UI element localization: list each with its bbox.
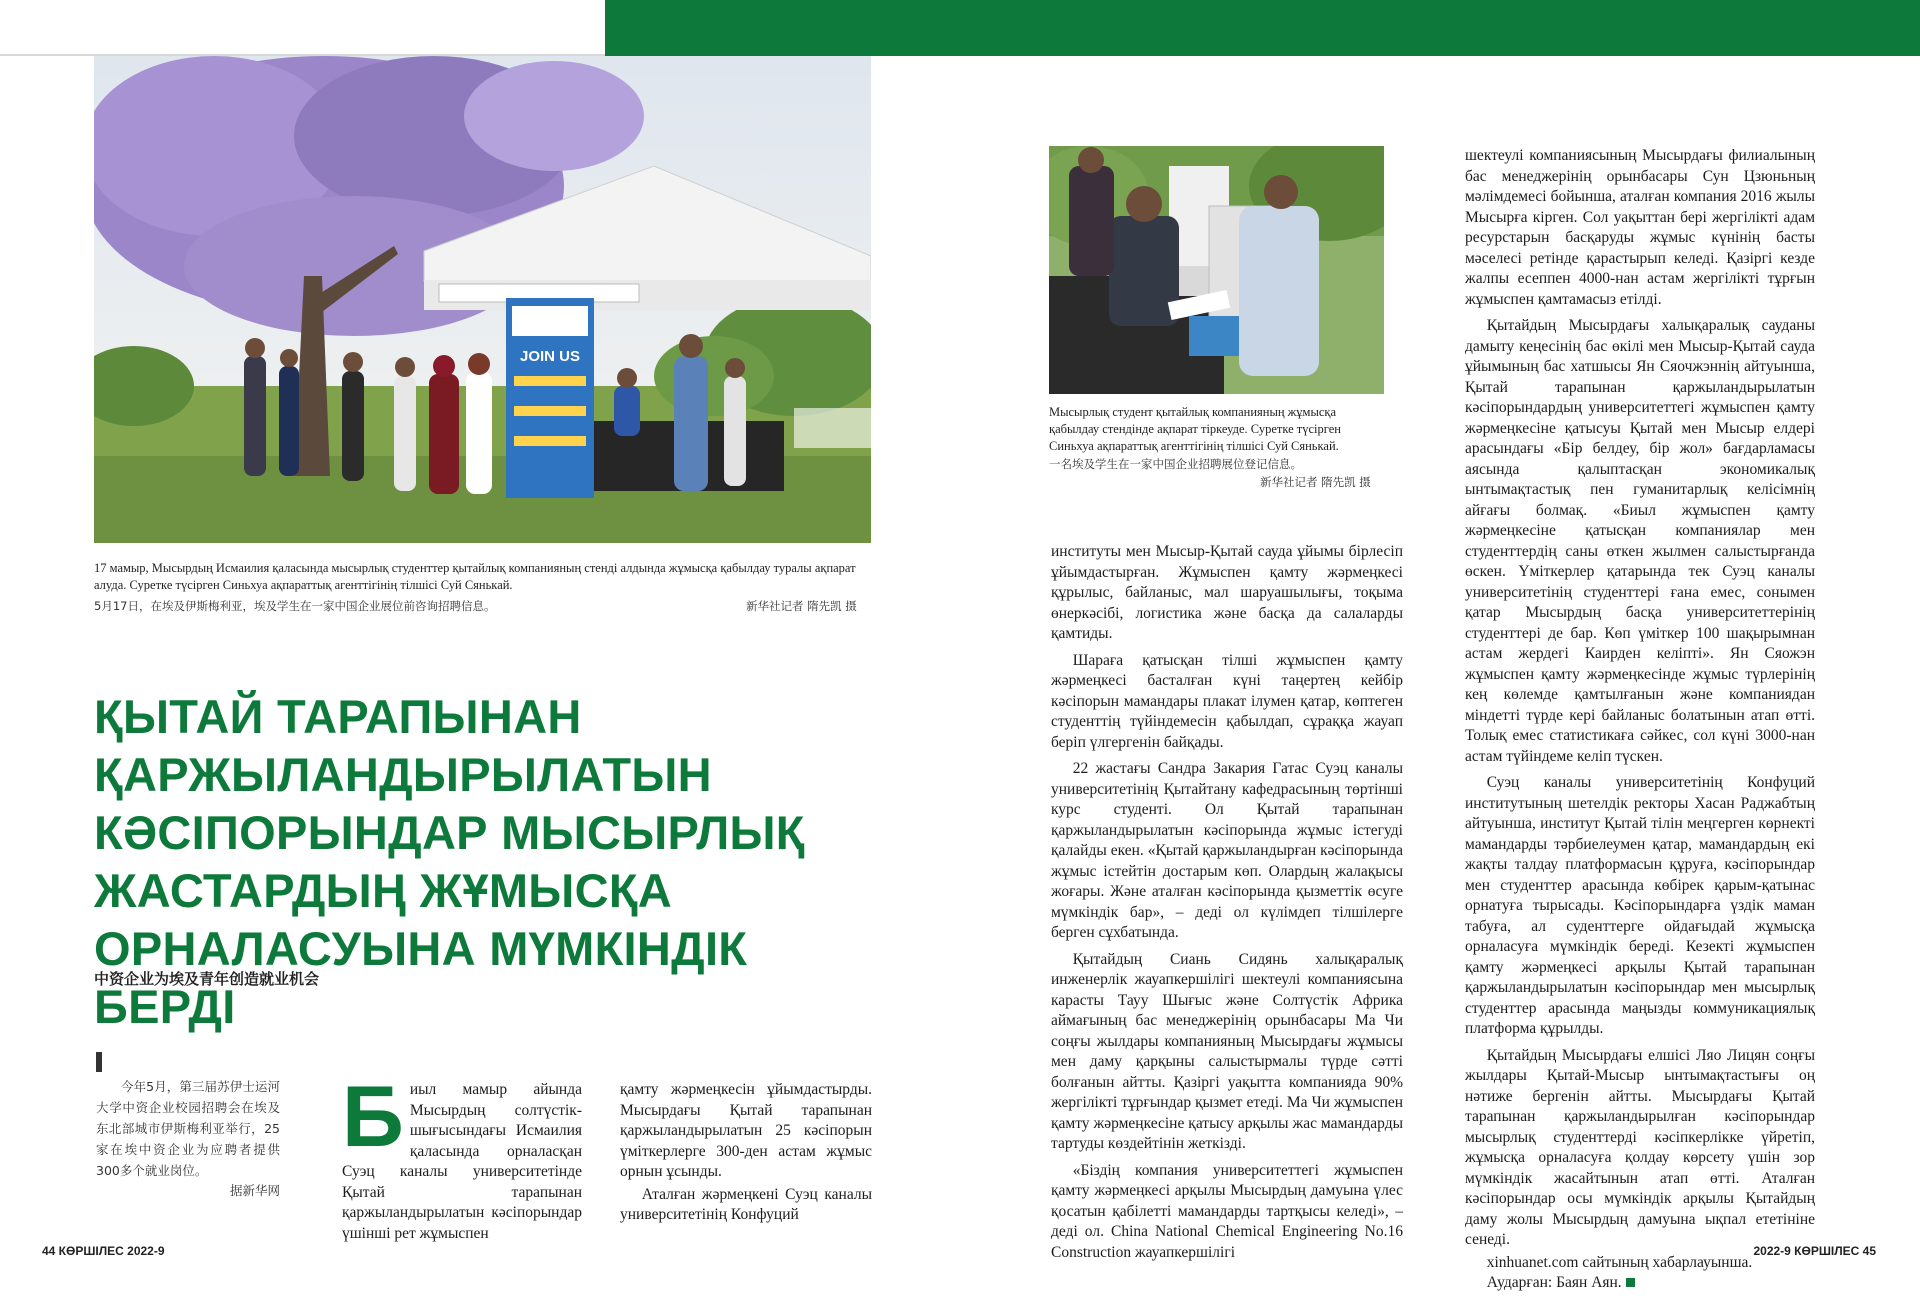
article-translator	[1465, 1273, 1815, 1294]
article-paragraph: Суэц каналы университетінің Конфуций институтының шетелдік ректоры Хасан Раджабтың айтуынша, институт Қытай тілін меңгерген көрнекті мамандарды тәрбиелеумен қатар, мамандардың екі жақты талдау платформасын құруға, кәсіпорындар мен студенттер арасында көбірек қарым-қатынас орнатуға тырысады. Кәсіпорындарға үздік маман табуға, ал суденттерге ойдағыдай жұмысқа орналасуға мүмкіндік береді. Кезекті жұмыспен қамту жәрмеңкесі арқылы Қытай тарапынан қаржыландырылатын кәсіпорындар мен мысырлық студенттер арасында маңызды коммуникациялық платформа құрылды.	[1465, 774, 1815, 1037]
article-subhead-chinese: 中资企业为埃及青年创造就业机会	[94, 970, 320, 988]
photo1-caption-chinese: 5月17日，在埃及伊斯梅利亚，埃及学生在一家中国企业展位前咨询招聘信息。	[94, 599, 496, 613]
photo2-caption-chinese: 一名埃及学生在一家中国企业招聘展位登记信息。	[1049, 457, 1302, 471]
dropcap-letter: Б	[342, 1069, 404, 1165]
article-column-1	[342, 1069, 582, 1244]
footer-left-page-number: 44 КӨРШІЛЕС 2022-9	[42, 1244, 165, 1258]
lead-bar-marker	[96, 1052, 102, 1072]
end-mark-icon	[1626, 1278, 1635, 1287]
article-paragraph: Қытайдың Мысырдағы елшісі Ляо Лицян соңғы жылдары Қытай-Мысыр ынтымақтастығы оң нәтиже бергенін айтты. Мысырдағы Қытай тарапынан қаржыландырылған кәсіпорындар мысырлық студенттерді кәсіпкерлікке үйретіп, жұмысқа орналасуға қолдау көрсету үшін зор мүмкіндік жасайтынын атап өтті. Аталған кәсіпорындар осы мүмкіндік арқылы Қытайдың даму жолы Мысырдың дамуына ықпал ететініне сенеді.	[1465, 1046, 1815, 1248]
top-green-bar	[605, 0, 1920, 56]
article-paragraph: шектеулі компаниясының Мысырдағы филиалының бас менеджерінің орынбасары Сун Цзюньның мәлімдемесі бойынша, аталған компания 2016 жылы Мысырға кірген. Сол уақыттан бері жергілікті адам ресурстарын басқаруды жұмыс күнінің басты мәселесі ретінде қарастырып келеді. Қазіргі кезде жалпы есеппен 4000-нан астам жергілікті тұрғын жұмыспен қамтамасыз етілді.	[1465, 147, 1815, 308]
article-paragraph: Шараға қатысқан тілші жұмыспен қамту жәрмеңкесі басталған күні таңертең кейбір кәсіпорын мамандары плакат ілумен қатар, көптеген студенттің түйіндемесін қабылдап, сұраққа жауап беріп үлгергенін байқады.	[1051, 651, 1403, 751]
article-paragraph: институты мен Мысыр-Қытай сауда ұйымы бірлесіп ұйымдастырған. Жұмыспен қамту жәрмеңкесі құрылыс, байланыс, мал шаруашылығы, тоқыма өнеркәсібі, логистика және басқа да салаларды қамтиды.	[1051, 543, 1403, 642]
article-source: xinhuanet.com сайтының хабарлауынша.	[1486, 1253, 1753, 1271]
footer-right-page-number: 2022-9 КӨРШІЛЕС 45	[1753, 1244, 1876, 1258]
article-paragraph: Қытайдың Сиань Сидянь халықаралық инженерлік жауапкершілігі шектеулі компаниясына карасты Тауу Шығыс және Солтүстік Африка аймағының бас менеджерінің орынбасары Ма Чи соңғы жылдары компанияның Мысырдағы жұмысы мен даму қарқыны салыстырмалы түрде сәтті болғанын айтты. Қазіргі уақытта компанияда 90% жергілікті тұрғындар қызмет етеді. Ма Чи жұмыспен қамту жәрмеңкесіне қатысу арқылы жас мамандарды тартуды көздейтінін жеткізді.	[1051, 950, 1403, 1152]
article-paragraph: қамту жәрмеңкесін ұйымдастырды. Мысырдағы Қытай тарапынан қаржыландырылатын 25 кәсіпорын үміткерлерге 300-ден астам жұмыс орнын ұсынды.	[620, 1081, 872, 1180]
article-paragraph	[342, 1069, 582, 1244]
article-paragraph: Аталған жәрмеңкені Суэц каналы университетінің Конфуций	[620, 1185, 872, 1223]
article-column-3	[1051, 542, 1403, 1263]
photo1-caption: 17 мамыр, Мысырдың Исмаилия қаласында мысырлық студенттер қытайлық компанияның стенді алдында жұмысқа қабылдау туралы ақпарат алуда. Суретке түсірген Синьхуа ақпараттық агенттігінің тілшісі Суй Сянькай.	[94, 561, 856, 592]
article-paragraph: Қытайдың Мысырдағы халықаралық сауданы дамыту кеңесінің бас өкілі мен Мысыр-Қытай сауда ұйымының бас хатшысы Ян Сяочжэннің айтуынша, Қытай тарапынан қаржыландырылатын кәсіпорындардың университеттегі жұмыспен қамту жәрмеңкесіне қатысуы Қытай мен Мысыр елдері арасындағы «Бір белдеу, бір жол» бағдарламасы аясында қалыптасқан экономикалық ынтымақтастық пен гуманитарлық келісімнің айғағы болмақ. «Биыл жұмыспен қамту жәрмеңкесіне қатысқан компаниялар мен студенттердің саны өткен жылмен салыстырғанда өскен. Үміткерлер қатарында тек Суэц каналы университетінің студенттері ғана емес, сонымен қатар Мысырдың басқа университеттерінің студенттері де бар. Көп үміткер 100 шақырымнан астам жердегі Каирден келіпті». Ян Сяожэн жұмыспен қамту жәрмеңкесінде жұмыс түрлерінің кең көлемде қамтылғанын және компаниядан міндетті түрде кері байланыс болатынын атап өтті. Толық емес статистикаға сәйкес, сол күні 3000-нан астам түйіндеме келіп түскен.	[1465, 317, 1815, 765]
article-translator-text: Аударған: Баян Аян.	[1486, 1274, 1622, 1291]
photo1-credit: 新华社记者 隋先凯 摄	[746, 599, 857, 613]
photo-student-registering-image	[1049, 146, 1384, 394]
photo-job-fair-tent	[94, 56, 871, 543]
article-paragraph: «Біздің компания университеттегі жұмыспен қамту жәрмеңкесі арқылы Мысырдың дамуына үлес қосатын қабілетті мамандарды тартқысы келеді», – деді ол. China National Chemical Engineering No.16 Construction жауапкершілігі	[1051, 1161, 1403, 1261]
article-column-4	[1465, 146, 1815, 1294]
article-paragraph: 22 жастағы Сандра Закария Гатас Суэц каналы университетінің Қытайтану кафедрасының төртінші курс студенті. Ол Қытай тарапынан қаржыландырылатын кәсіпорында жұмыс істегуді қалайды екен. «Қытай қаржыландырған кәсіпорында жұмыс істейтін достарым көп. Олардың жалақысы жоғары. Және аталған кәсіпорында қызметтік өсуге мүмкіндік бар», – деді ол күлімдеп тілшілерге берген сұхбатында.	[1051, 760, 1403, 941]
photo2-caption: Мысырлық студент қытайлық компанияның жұмысқа қабылдау стендінде ақпарат тіркеуде. Суретке түсірген Синьхуа ақпараттық агенттігінің тілшісі Суй Сянькай.	[1049, 405, 1341, 453]
article-column-2	[620, 1080, 872, 1226]
banner-join-us-text: JOIN US	[519, 348, 581, 365]
lead-source-chinese: 据新华网	[229, 1183, 280, 1198]
lead-text-chinese: 今年5月，第三届苏伊士运河大学中资企业校园招聘会在埃及东北部城市伊斯梅利亚举行，25家在埃中资企业为应聘者提供300多个就业岗位。	[96, 1079, 280, 1178]
photo-student-registering	[1049, 146, 1384, 394]
article-col1-text: иыл мамыр айында Мысырдың солтүстік-шығысындағы Исмаилия қаласында орналасқан Суэц каналы университетінде Қытай тарапынан қаржыландырылатын кәсіпорындар үшінші рет жұмыспен	[342, 1081, 582, 1242]
photo2-credit: 新华社记者 隋先凯 摄	[1260, 475, 1371, 489]
article-headline: ҚЫТАЙ ТАРАПЫНАН ҚАРЖЫЛАНДЫРЫЛАТЫН КӘСІПОРЫНДАР МЫСЫРЛЫҚ ЖАСТАРДЫҢ ЖҰМЫСҚА ОРНАЛАСУЫНА МҮМКІНДІК БЕРДІ	[94, 690, 805, 1033]
photo-job-fair-tent-image	[94, 56, 871, 543]
lead-box-chinese	[96, 1052, 280, 1199]
